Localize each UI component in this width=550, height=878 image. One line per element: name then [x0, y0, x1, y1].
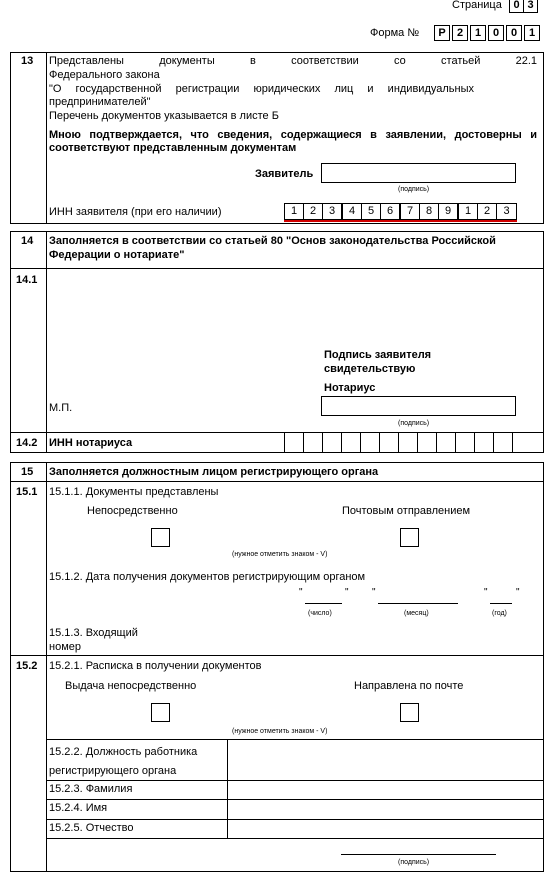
inn-digit: 3	[496, 203, 517, 220]
section-number: 13	[21, 55, 34, 67]
section-number: 14.1	[16, 274, 38, 286]
patronymic-label: 15.2.5. Отчество	[49, 822, 134, 834]
receipt-label: 15.2.1. Расписка в получении документов	[49, 660, 262, 672]
s13-text-line: Федерального закона	[49, 69, 160, 81]
section-number: 14	[21, 235, 34, 247]
inn-digit: 1	[284, 203, 304, 220]
issue-directly-checkbox[interactable]	[151, 703, 170, 722]
form-digit: 0	[488, 25, 504, 41]
month-caption: (месяц)	[404, 610, 429, 617]
docs-submitted-label: 15.1.1. Документы представлены	[49, 486, 219, 498]
form-digit: 1	[524, 25, 540, 41]
inn-digit: 4	[342, 203, 362, 220]
s13-text-line: Перечень документов указывается в листе Б	[49, 110, 279, 122]
s13-text-line: "О государственной регистрации юридических лиц и индивидуальных	[49, 83, 474, 95]
inn-digit: 3	[322, 203, 342, 220]
signature-caption: (подпись)	[398, 186, 430, 193]
by-mail-checkbox[interactable]	[400, 528, 419, 547]
mark-hint: (нужное отметить знаком - V)	[232, 728, 328, 735]
inn-digit: 2	[477, 203, 497, 220]
year-field[interactable]	[490, 603, 512, 604]
inn-digit: 7	[400, 203, 420, 220]
s13-text-line: предпринимателей"	[49, 96, 151, 108]
quote: "	[484, 587, 488, 598]
notary-signature-field[interactable]	[321, 396, 516, 416]
section-number: 15.2	[16, 660, 38, 672]
day-field[interactable]	[305, 603, 342, 604]
inn-digit: 9	[438, 203, 458, 220]
quote: "	[299, 587, 303, 598]
mark-hint: (нужное отметить знаком - V)	[232, 551, 328, 558]
mp-label: М.П.	[49, 402, 73, 414]
inn-underline	[284, 220, 517, 222]
form-digit: Р	[434, 25, 450, 41]
inn-field[interactable]	[284, 203, 517, 220]
section-14	[10, 231, 544, 453]
confirm-text: соответствуют представленным документам	[49, 142, 297, 154]
surname-field[interactable]	[228, 781, 543, 799]
form-digit: 2	[452, 25, 468, 41]
section-number: 14.2	[16, 437, 38, 449]
s14-title: Федерации о нотариате"	[49, 249, 185, 261]
day-caption: (число)	[308, 610, 332, 617]
surname-label: 15.2.3. Фамилия	[49, 783, 133, 795]
inn-digit: 5	[361, 203, 381, 220]
sent-by-mail-checkbox[interactable]	[400, 703, 419, 722]
form-digit: 1	[470, 25, 486, 41]
quote: "	[372, 587, 376, 598]
incoming-label: 15.1.3. Входящий	[49, 627, 138, 639]
form-digit: 0	[506, 25, 522, 41]
section-number: 15	[21, 466, 34, 478]
inn-digit: 2	[303, 203, 323, 220]
inn-notary-label: ИНН нотариуса	[49, 437, 133, 449]
sig-text: свидетельствую	[324, 363, 416, 375]
page-digit: 0	[509, 0, 524, 13]
name-field[interactable]	[228, 800, 543, 818]
name-label: 15.2.4. Имя	[49, 802, 108, 814]
notary-label: Нотариус	[324, 382, 376, 394]
sent-by-mail-label: Направлена по почте	[354, 680, 464, 692]
s15-title: Заполняется должностным лицом регистрирующего органа	[49, 466, 379, 478]
issue-directly-label: Выдача непосредственно	[65, 680, 197, 692]
position-label: 15.2.2. Должность работника	[49, 746, 198, 758]
final-signature-line[interactable]	[341, 854, 496, 855]
sig-text: Подпись заявителя	[324, 349, 432, 361]
directly-label: Непосредственно	[87, 505, 178, 517]
directly-checkbox[interactable]	[151, 528, 170, 547]
position-label: регистрирующего органа	[49, 765, 177, 777]
month-field[interactable]	[378, 603, 458, 604]
inn-digit: 6	[380, 203, 400, 220]
s13-text-line: Представлены документы в соответствии со статьей 22.1	[49, 55, 537, 67]
incoming-label: номер	[49, 641, 81, 653]
inn-digit: 1	[458, 203, 478, 220]
position-field[interactable]	[228, 740, 543, 780]
signature-caption: (подпись)	[398, 420, 430, 427]
page-digit: 3	[523, 0, 538, 13]
s14-title: Заполняется в соответствии со статьей 80 "Основ законодательства Российской	[49, 235, 496, 247]
page-label: Страница	[452, 0, 502, 11]
applicant-signature-field[interactable]	[321, 163, 516, 183]
quote: "	[516, 587, 520, 598]
signature-caption: (подпись)	[398, 859, 430, 866]
inn-digit: 8	[419, 203, 439, 220]
form-label: Форма №	[370, 27, 420, 39]
patronymic-field[interactable]	[228, 820, 543, 838]
applicant-label: Заявитель	[255, 168, 314, 180]
inn-notary-field[interactable]	[284, 432, 544, 453]
quote: "	[345, 587, 349, 598]
year-caption: (год)	[492, 610, 507, 617]
by-mail-label: Почтовым отправлением	[342, 505, 471, 517]
confirm-text: Мною подтверждается, что сведения, содержащиеся в заявлении, достоверны и	[49, 129, 537, 141]
section-number: 15.1	[16, 486, 38, 498]
date-received-label: 15.1.2. Дата получения документов регистрирующим органом	[49, 571, 366, 583]
inn-label: ИНН заявителя (при его наличии)	[49, 206, 222, 218]
